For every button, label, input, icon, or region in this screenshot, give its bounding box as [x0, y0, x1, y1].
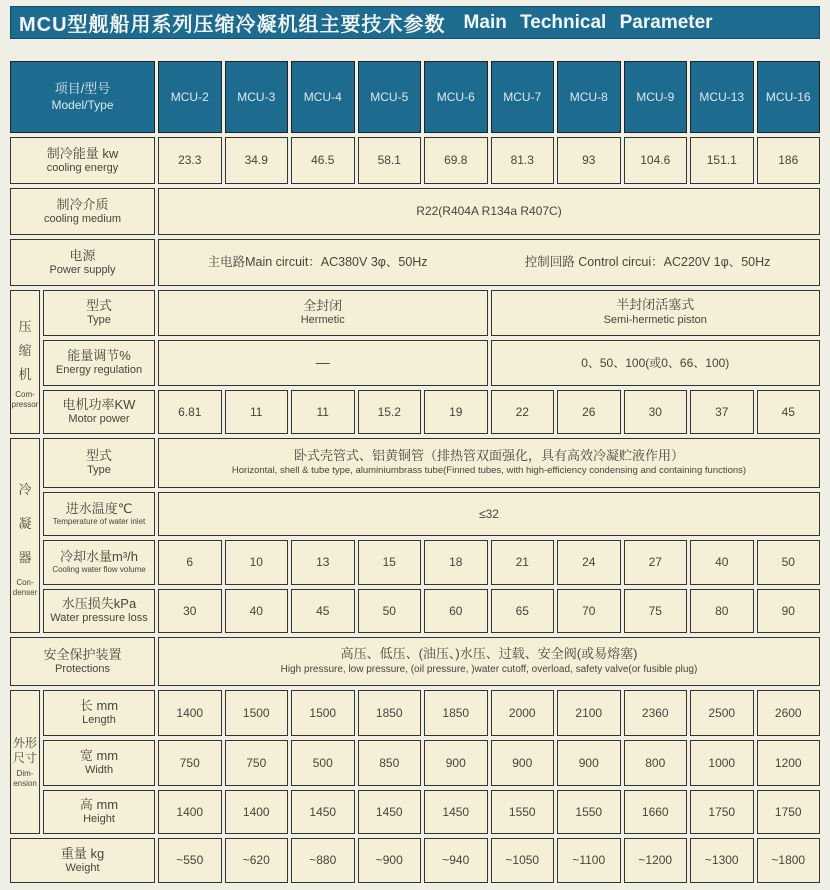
row-protections: [10, 637, 820, 686]
cooling-energy-value: 23.3: [158, 137, 222, 184]
cooling-energy-value: 104.6: [624, 137, 688, 184]
length-value: 2000: [491, 690, 555, 736]
label-zh: 进水温度℃: [65, 500, 133, 516]
section-dimension: [10, 690, 820, 834]
row-label-motor-power: [43, 390, 155, 434]
compressor-type-span-cell: [491, 290, 821, 336]
row-label-width: [43, 740, 155, 786]
row-label-power-supply: [10, 239, 155, 286]
condenser-type-span-cell: [158, 438, 820, 488]
row-label-protections: [10, 637, 155, 686]
weight-value: ~900: [358, 838, 422, 883]
height-value: 1400: [225, 790, 289, 834]
height-value: 1400: [158, 790, 222, 834]
width-value: 900: [424, 740, 488, 786]
header-model-cell: MCU-2: [158, 61, 222, 133]
section-compressor: [10, 290, 820, 434]
row-motor-power: [43, 390, 820, 434]
section-en: [11, 578, 39, 598]
section-label-condenser: [10, 438, 40, 633]
row-compressor-type: [43, 290, 820, 336]
label-zh: 型式: [85, 448, 112, 463]
row-label-inlet-temp: [43, 492, 155, 536]
header-model-cell: MCU-7: [491, 61, 555, 133]
header-model-cell: MCU-8: [557, 61, 621, 133]
width-value: 750: [158, 740, 222, 786]
header-label-zh: 项目/型号: [54, 81, 111, 97]
width-value: 900: [557, 740, 621, 786]
length-value: 1500: [225, 690, 289, 736]
cooling-energy-value: 151.1: [690, 137, 754, 184]
label-en: Protections: [54, 662, 111, 675]
row-length: [43, 690, 820, 736]
condenser-type-zh: 卧式壳管式、铝黄铜管（排热管双面强化，具有高效冷凝贮液作用）: [293, 448, 684, 464]
cooling-energy-value: 34.9: [225, 137, 289, 184]
section-en-line2: ension: [13, 778, 37, 788]
weight-value: ~550: [158, 838, 222, 883]
motor-power-value: 6.81: [158, 390, 222, 434]
row-width: [43, 740, 820, 786]
water-flow-value: 40: [690, 540, 754, 585]
length-value: 2100: [557, 690, 621, 736]
label-zh: 制冷能量 kw: [46, 145, 119, 161]
header-model-cell: MCU-3: [225, 61, 289, 133]
pressure-loss-value: 80: [690, 589, 754, 633]
protections-zh: 高压、低压、(油压、)水压、过载、安全阀(或易熔塞): [340, 646, 638, 662]
energy-regulation-span-cell: 0、50、100(或0、66、100): [491, 340, 821, 386]
header-model-cell: MCU-6: [424, 61, 488, 133]
row-height: [43, 790, 820, 834]
hermetic-zh: 全封闭: [303, 298, 343, 313]
pressure-loss-value: 50: [358, 589, 422, 633]
length-value: 1400: [158, 690, 222, 736]
width-value: 750: [225, 740, 289, 786]
compressor-type-first-cell: [158, 290, 488, 336]
label-en: Cooling water flow volume: [52, 565, 146, 575]
length-value: 2600: [757, 690, 821, 736]
water-flow-values: [158, 540, 820, 585]
row-cooling-medium: [10, 188, 820, 235]
header-model-cell: MCU-16: [757, 61, 821, 133]
catalog-page: [0, 6, 830, 890]
length-values: [158, 690, 820, 736]
label-en: Temperature of water inlet: [52, 516, 146, 526]
section-label-compressor: [10, 290, 40, 434]
label-en: cooling energy: [46, 161, 119, 174]
main-circuit-text: 主电路Main circuit：AC380V 3φ、50Hz: [207, 254, 428, 269]
section-en-line2: denser: [12, 588, 38, 597]
row-label-height: [43, 790, 155, 834]
weight-value: ~1800: [757, 838, 821, 883]
label-zh: 高 mm: [79, 797, 119, 812]
motor-power-value: 37: [690, 390, 754, 434]
motor-power-value: 19: [424, 390, 488, 434]
row-inlet-temp: [43, 492, 820, 536]
protections-en: High pressure, low pressure, (oil pressure, )water cutoff, overload, safety valve(or fusible plug): [280, 663, 698, 675]
weight-value: ~1050: [491, 838, 555, 883]
height-value: 1750: [690, 790, 754, 834]
width-value: 850: [358, 740, 422, 786]
water-flow-value: 15: [358, 540, 422, 585]
header-model-cell: MCU-9: [624, 61, 688, 133]
header-model-cell: MCU-13: [690, 61, 754, 133]
label-en: Type: [87, 464, 111, 477]
motor-power-value: 45: [757, 390, 821, 434]
water-flow-value: 21: [491, 540, 555, 585]
label-en: Width: [84, 764, 114, 777]
section-zh: 外形尺寸: [12, 735, 37, 765]
section-en-line2: pressor: [11, 399, 39, 409]
water-flow-value: 27: [624, 540, 688, 585]
weight-value: ~1300: [690, 838, 754, 883]
pressure-loss-value: 40: [225, 589, 289, 633]
label-en: cooling medium: [43, 212, 122, 225]
row-power-supply: [10, 239, 820, 286]
width-value: 900: [491, 740, 555, 786]
cooling-energy-value: 93: [557, 137, 621, 184]
page-title-zh: MCU型舰船用系列压缩冷凝机组主要技术参数: [19, 14, 446, 36]
motor-power-value: 15.2: [358, 390, 422, 434]
row-weight: [10, 838, 820, 883]
water-flow-value: 6: [158, 540, 222, 585]
section-label-dimension: [10, 690, 40, 834]
label-en: Energy regulation: [55, 364, 143, 377]
row-label-weight: [10, 838, 155, 883]
row-label-pressure-loss: [43, 589, 155, 633]
header-row: [10, 61, 820, 133]
water-flow-value: 50: [757, 540, 821, 585]
label-zh: 水压损失kPa: [61, 596, 137, 611]
row-water-flow: [43, 540, 820, 585]
motor-power-value: 26: [557, 390, 621, 434]
pressure-loss-values: [158, 589, 820, 633]
length-value: 1850: [358, 690, 422, 736]
height-value: 1750: [757, 790, 821, 834]
section-en-line1: Com-: [15, 389, 35, 399]
row-cooling-energy: [10, 137, 820, 184]
pressure-loss-value: 60: [424, 589, 488, 633]
energy-regulation-first-cell: —: [158, 340, 488, 386]
weight-value: ~880: [291, 838, 355, 883]
length-value: 2360: [624, 690, 688, 736]
row-label-condenser-type: [43, 438, 155, 488]
row-label-water-flow: [43, 540, 155, 585]
section-en: [11, 769, 39, 789]
label-en: Motor power: [68, 413, 130, 426]
section-condenser: [10, 438, 820, 633]
semi-hermetic-en: Semi-hermetic piston: [603, 314, 707, 327]
motor-power-value: 30: [624, 390, 688, 434]
label-en: Weight: [65, 861, 100, 874]
header-model-type-cell: [10, 61, 155, 133]
header-model-cell: MCU-5: [358, 61, 422, 133]
cooling-energy-value: 81.3: [491, 137, 555, 184]
title-bar: [10, 6, 820, 39]
height-value: 1450: [358, 790, 422, 834]
pressure-loss-value: 70: [557, 589, 621, 633]
section-zh: 压缩机: [18, 318, 32, 382]
cooling-medium-value: R22(R404A R134a R407C): [158, 188, 820, 235]
label-zh: 能量调节%: [67, 348, 131, 363]
width-value: 800: [624, 740, 688, 786]
control-circuit-text: 控制回路 Control circui：AC220V 1φ、50Hz: [524, 254, 771, 269]
header-model-cell: MCU-4: [291, 61, 355, 133]
height-value: 1450: [291, 790, 355, 834]
label-en: Power supply: [49, 263, 116, 276]
label-zh: 电源: [69, 247, 96, 263]
label-zh: 长 mm: [79, 698, 119, 713]
motor-power-values: [158, 390, 820, 434]
label-zh: 制冷介质: [56, 196, 109, 212]
hermetic-en: Hermetic: [300, 314, 345, 327]
height-values: [158, 790, 820, 834]
width-value: 1200: [757, 740, 821, 786]
label-zh: 宽 mm: [79, 748, 119, 763]
row-label-energy-regulation: [43, 340, 155, 386]
label-zh: 冷却水量m³/h: [59, 549, 138, 565]
pressure-loss-value: 65: [491, 589, 555, 633]
motor-power-value: 11: [291, 390, 355, 434]
semi-hermetic-zh: 半封闭活塞式: [616, 297, 695, 313]
row-label-cooling-medium: [10, 188, 155, 235]
pressure-loss-value: 75: [624, 589, 688, 633]
length-value: 2500: [690, 690, 754, 736]
cooling-energy-value: 58.1: [358, 137, 422, 184]
weight-value: ~620: [225, 838, 289, 883]
length-value: 1850: [424, 690, 488, 736]
protections-span-cell: [158, 637, 820, 686]
header-label-en: Model/Type: [51, 97, 114, 112]
parameters-table: [10, 61, 820, 883]
motor-power-value: 11: [225, 390, 289, 434]
cooling-energy-value: 186: [757, 137, 821, 184]
pressure-loss-value: 90: [757, 589, 821, 633]
cooling-energy-value: 46.5: [291, 137, 355, 184]
height-value: 1450: [424, 790, 488, 834]
section-en: [11, 390, 39, 410]
section-zh: 冷凝器: [18, 482, 32, 565]
height-value: 1550: [491, 790, 555, 834]
pressure-loss-value: 45: [291, 589, 355, 633]
length-value: 1500: [291, 690, 355, 736]
page-title-en: Main Technical Parameter: [463, 11, 713, 33]
water-flow-value: 24: [557, 540, 621, 585]
label-en: Length: [82, 714, 116, 727]
row-label-length: [43, 690, 155, 736]
weight-value: ~940: [424, 838, 488, 883]
pressure-loss-value: 30: [158, 589, 222, 633]
width-value: 1000: [690, 740, 754, 786]
power-supply-value: [158, 239, 820, 286]
weight-value: ~1100: [557, 838, 621, 883]
section-en-line1: Con-: [16, 578, 34, 587]
label-zh: 电机功率KW: [62, 397, 136, 412]
header-model-cells: [158, 61, 820, 133]
row-label-cooling-energy: [10, 137, 155, 184]
water-flow-value: 13: [291, 540, 355, 585]
width-values: [158, 740, 820, 786]
height-value: 1660: [624, 790, 688, 834]
motor-power-value: 22: [491, 390, 555, 434]
height-value: 1550: [557, 790, 621, 834]
water-flow-value: 18: [424, 540, 488, 585]
label-zh: 安全保护装置: [43, 646, 122, 662]
label-en: Water pressure loss: [50, 612, 148, 625]
label-zh: 重量 kg: [60, 845, 105, 861]
label-en: Type: [87, 314, 111, 327]
row-label-compressor-type: [43, 290, 155, 336]
label-zh: 型式: [85, 298, 112, 313]
width-value: 500: [291, 740, 355, 786]
cooling-energy-values: [158, 137, 820, 184]
row-condenser-type: [43, 438, 820, 488]
section-en-line1: Dim-: [16, 768, 34, 778]
label-en: Height: [83, 813, 115, 826]
row-energy-regulation: [43, 340, 820, 386]
condenser-type-en: Horizontal, shell & tube type, aluminiumbrass tube(Finned tubes, with high-efficiency condensing and containing functions): [231, 465, 747, 477]
row-pressure-loss: [43, 589, 820, 633]
inlet-temp-value: ≤32: [158, 492, 820, 536]
water-flow-value: 10: [225, 540, 289, 585]
weight-values: [158, 838, 820, 883]
weight-value: ~1200: [624, 838, 688, 883]
cooling-energy-value: 69.8: [424, 137, 488, 184]
